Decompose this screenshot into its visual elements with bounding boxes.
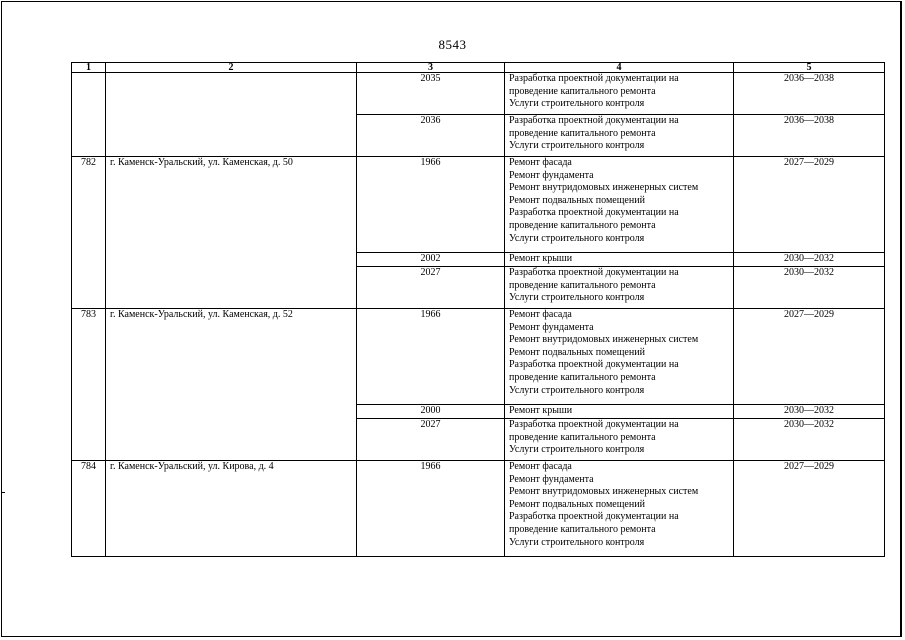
table-row [72, 309, 885, 405]
year-cell: 2027 [357, 267, 505, 309]
column-header: 4 [505, 63, 734, 73]
works-cell [505, 405, 734, 419]
year-cell: 2002 [357, 253, 505, 267]
works-cell [505, 309, 734, 405]
entry-number: 782 [72, 157, 106, 309]
work-item: Услуги строительного контроля [509, 444, 645, 456]
period-cell: 2030—2032 [734, 253, 885, 267]
column-header: 1 [72, 63, 106, 73]
works-cell [505, 115, 734, 157]
work-item: Ремонт внутридомовых инженерных систем [509, 182, 699, 194]
year-cell: 1966 [357, 157, 505, 253]
year-cell: 2000 [357, 405, 505, 419]
work-item: Разработка проектной документации на [509, 419, 679, 430]
work-item: Услуги строительного контроля [509, 292, 645, 304]
table-body [72, 73, 885, 557]
year-cell: 1966 [357, 309, 505, 405]
entry-number: 784 [72, 461, 106, 557]
work-item: Ремонт подвальных помещений [509, 194, 645, 206]
period-cell: 2027—2029 [734, 309, 885, 405]
building-address: г. Каменск-Уральский, ул. Каменская, д. 52 [106, 309, 357, 461]
work-item: проведение капитального ремонта [509, 85, 656, 97]
work-item: Ремонт крыши [509, 253, 573, 264]
scan-mark [2, 492, 5, 493]
period-cell: 2036—2038 [734, 73, 885, 115]
work-item: Ремонт подвальных помещений [509, 346, 645, 358]
work-item: проведение капитального ремонта [509, 431, 656, 443]
work-item: Услуги строительного контроля [509, 232, 645, 244]
works-cell [505, 253, 734, 267]
period-cell: 2030—2032 [734, 419, 885, 461]
work-item: проведение капитального ремонта [509, 523, 656, 535]
work-item: Разработка проектной документации на [509, 267, 679, 278]
work-item: Ремонт фундамента [509, 321, 594, 333]
period-cell: 2027—2029 [734, 157, 885, 253]
table-row [72, 461, 885, 557]
work-item: проведение капитального ремонта [509, 279, 656, 291]
column-header: 5 [734, 63, 885, 73]
work-item: Ремонт фасада [509, 309, 572, 320]
year-cell: 1966 [357, 461, 505, 557]
work-item: Услуги строительного контроля [509, 536, 645, 548]
period-cell: 2036—2038 [734, 115, 885, 157]
table-row [72, 157, 885, 253]
entry-number [72, 73, 106, 157]
column-header: 3 [357, 63, 505, 73]
page-number: 8543 [438, 37, 467, 52]
entry-number: 783 [72, 309, 106, 461]
building-address: г. Каменск-Уральский, ул. Каменская, д. 50 [106, 157, 357, 309]
work-item: Ремонт фундамента [509, 473, 594, 485]
work-item: Услуги строительного контроля [509, 384, 645, 396]
work-item: Ремонт фасада [509, 461, 572, 472]
work-item: Разработка проектной документации на [509, 115, 679, 126]
year-cell: 2036 [357, 115, 505, 157]
period-cell: 2030—2032 [734, 405, 885, 419]
work-item: проведение капитального ремонта [509, 219, 656, 231]
work-item: Ремонт фундамента [509, 169, 594, 181]
work-item: Ремонт внутридомовых инженерных систем [509, 486, 699, 498]
period-cell: 2027—2029 [734, 461, 885, 557]
year-cell: 2035 [357, 73, 505, 115]
work-item: Ремонт крыши [509, 405, 573, 416]
table-row [72, 73, 885, 115]
work-item: проведение капитального ремонта [509, 371, 656, 383]
table-header-row [72, 63, 885, 73]
work-item: проведение капитального ремонта [509, 127, 656, 139]
work-item: Разработка проектной документации на [509, 207, 679, 219]
work-item: Ремонт внутридомовых инженерных систем [509, 334, 699, 346]
work-item: Разработка проектной документации на [509, 73, 679, 84]
column-header: 2 [106, 63, 357, 73]
works-cell [505, 419, 734, 461]
work-item: Разработка проектной документации на [509, 359, 679, 371]
work-item: Услуги строительного контроля [509, 140, 645, 152]
building-address: г. Каменск-Уральский, ул. Кирова, д. 4 [106, 461, 357, 557]
works-cell [505, 267, 734, 309]
works-cell [505, 461, 734, 557]
repair-schedule-table [71, 62, 885, 557]
works-cell [505, 73, 734, 115]
period-cell: 2030—2032 [734, 267, 885, 309]
building-address [106, 73, 357, 157]
work-item: Разработка проектной документации на [509, 511, 679, 523]
work-item: Ремонт подвальных помещений [509, 498, 645, 510]
work-item: Услуги строительного контроля [509, 98, 645, 110]
year-cell: 2027 [357, 419, 505, 461]
works-cell [505, 157, 734, 253]
work-item: Ремонт фасада [509, 157, 572, 168]
